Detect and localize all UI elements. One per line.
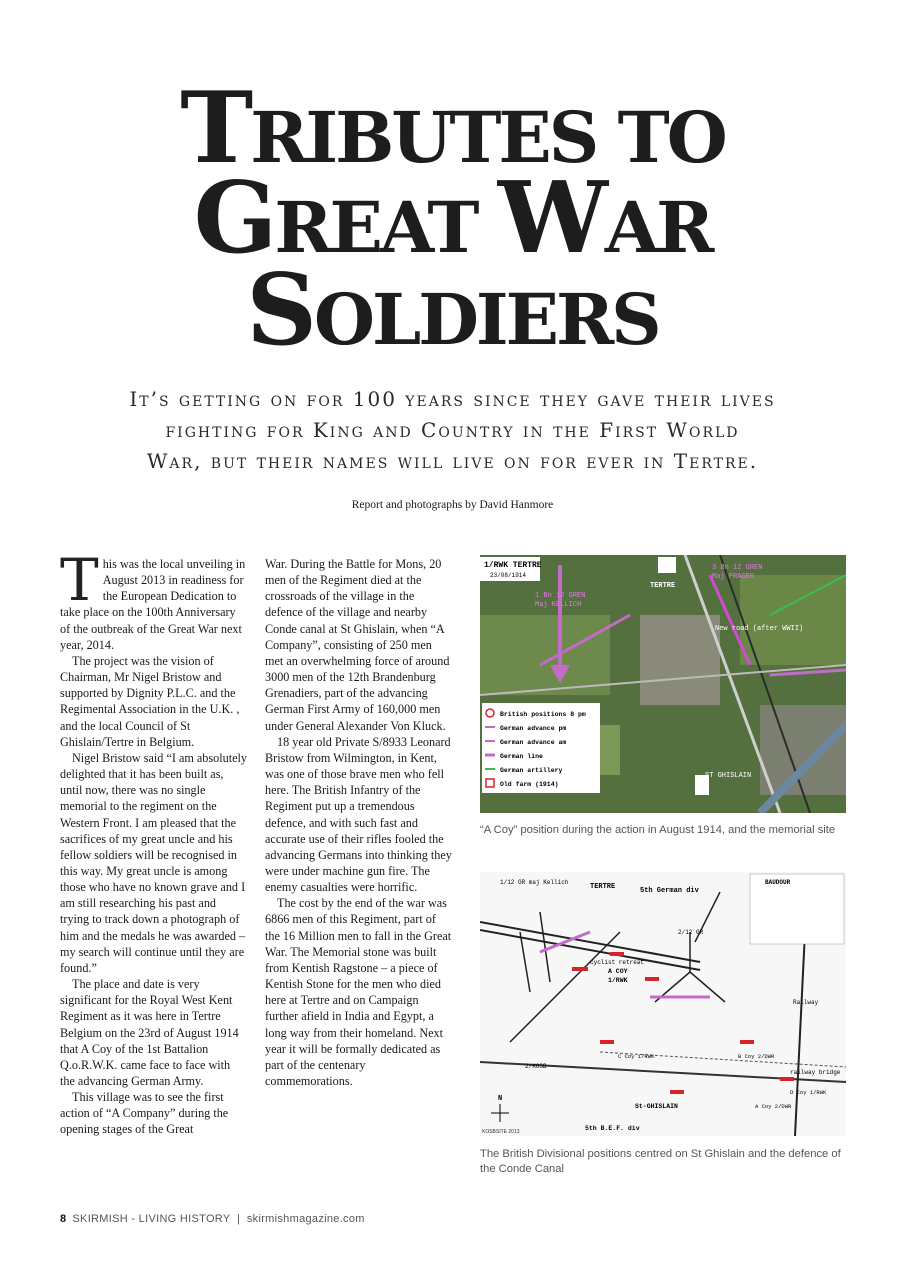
map-label-stghislain: ST GHISLAIN bbox=[705, 772, 752, 780]
map-label-tertre: TERTRE bbox=[650, 582, 676, 590]
paragraph: The project was the vision of Chairman, Mr Nigel Bristow and supported by Dignity P.L.C. and the Regimental Association in the U.K. , and the local Council of St Ghislain/Tertre in Belgium. bbox=[60, 653, 240, 749]
map-label-prager: Maj PRAGER bbox=[712, 573, 755, 581]
diagram-label-dcoy: D Coy 1/RWK bbox=[790, 1089, 827, 1096]
title-text: REAT bbox=[274, 186, 498, 269]
diagram-caption: The British Divisional positions centred on St Ghislain and the defence of the Conde Canal bbox=[480, 1148, 841, 1175]
legend-item: British positions 8 pm bbox=[500, 711, 586, 718]
standfirst-line: It’s getting on for 100 years since they gave their lives bbox=[129, 387, 776, 411]
map-label-bn12: 3 Bn 12 GREN bbox=[712, 564, 763, 572]
north-arrow bbox=[658, 557, 676, 573]
title-cap: G bbox=[193, 161, 275, 276]
diagram-label: 1/12 GR maj Kellich bbox=[500, 879, 569, 886]
title-line-2 bbox=[0, 161, 905, 276]
legend-item: German line bbox=[500, 753, 543, 760]
diagram-label-ccoy: C Coy 1/RWK bbox=[618, 1053, 655, 1060]
title-line-3 bbox=[0, 253, 905, 368]
diagram-label-rwk: 1/RWK bbox=[608, 977, 628, 984]
town-area bbox=[760, 705, 846, 795]
divisional-diagram bbox=[480, 872, 846, 1136]
diagram-credit: KOSBSITE 2013 bbox=[482, 1129, 520, 1135]
title-text: RIBUTES TO bbox=[250, 96, 725, 179]
map-label-kellich: Maj KELLICH bbox=[535, 601, 582, 609]
diagram-label-baudour: BAUDOUR bbox=[765, 879, 791, 886]
title-cap: S bbox=[246, 253, 315, 368]
map-date: 23/08/1914 bbox=[490, 572, 527, 579]
british-position bbox=[645, 977, 659, 981]
standfirst-line: fighting for King and Country in the First World bbox=[165, 418, 740, 442]
page-number: 8 bbox=[60, 1213, 67, 1225]
drop-cap: T bbox=[60, 546, 99, 614]
diagram-label-acoy: A COY bbox=[608, 968, 628, 975]
map-label-bn1: 1 Bn 12 GREN bbox=[535, 592, 586, 600]
paragraph: The cost by the end of the war was 6866 men of this Regiment, part of the 16 Million men to fall in the Great War. The Memorial stone was built from Kentish Ragstone – a piece of Kentish Stone for the men who died here at Tertre and on Campaign further afield in India and Egypt, a long way from their homeland. Next year it will be formally dedicated as part of the centenary commemorations. bbox=[265, 896, 452, 1088]
legend-item: Old farm (1914) bbox=[500, 781, 559, 788]
map-header: 1/RWK TERTRE bbox=[484, 561, 542, 570]
aerial-map-svg bbox=[480, 555, 846, 813]
diagram-label-5th-div: 5th German div bbox=[640, 887, 699, 895]
diagram-label-stghislain: St-GHISLAIN bbox=[635, 1103, 678, 1110]
field-patch bbox=[480, 615, 610, 695]
paragraph: 18 year old Private S/8933 Leonard Bristow from Wilmington, in Kent, was one of those brave men who fell here. The British Infantry of the Regiment put up a tremendous defence, and with such fast and accurate use of their rifles fooled the advancing Germans into thinking they were under machine gun fire. The enemy casualties were horrific. bbox=[265, 734, 452, 895]
footer-text: SKIRMISH - LIVING HISTORY | skirmishmagazine.com bbox=[72, 1213, 365, 1225]
british-position bbox=[572, 967, 588, 971]
village-area bbox=[640, 615, 720, 705]
british-position bbox=[780, 1077, 794, 1081]
aerial-map-photo bbox=[480, 555, 846, 813]
standfirst bbox=[40, 384, 865, 477]
diagram-svg bbox=[480, 872, 846, 1136]
photo-caption: “A Coy” position during the action in August 1914, and the memorial site bbox=[480, 824, 836, 836]
british-position bbox=[610, 952, 624, 956]
diagram-label-railway-bridge: railway bridge bbox=[790, 1069, 841, 1076]
legend-item: German advance pm bbox=[500, 725, 567, 732]
paragraph: Nigel Bristow said “I am absolutely delighted that it has been built as, until now, there was no single memorial to the regiment on the Western Front. I am pleased that the sacrifices of my great uncle and his fellow soldiers will be recognised in this way. My great uncle is among those who have no known grave and I am still researching his past and trying to track down a photograph of him and the medals he was awarded – my search will continue until they are found.” bbox=[60, 750, 247, 975]
title-cap: W bbox=[497, 161, 605, 276]
diagram-label-bcoy: B Coy 2/DWR bbox=[738, 1053, 775, 1060]
diagram-label-kosb: 2/KOSB bbox=[525, 1063, 547, 1070]
paragraph: his was the local unveiling in August 2013 in readiness for the European Dedication to take place on the 100th Anniversary of the outbreak of the Great War next year, 2014. bbox=[60, 557, 246, 652]
legend-item: German artillery bbox=[500, 767, 563, 774]
diagram-label-tertre: TERTRE bbox=[590, 883, 616, 891]
british-position bbox=[670, 1090, 684, 1094]
title-text: OLDIERS bbox=[314, 278, 659, 361]
article-column-2 bbox=[265, 556, 453, 1089]
diagram-label-cyclist: cyclist retreat bbox=[590, 959, 645, 966]
title-cap: T bbox=[180, 71, 251, 186]
diagram-label-bef: 5th B.E.F. div bbox=[585, 1125, 640, 1132]
page-footer bbox=[60, 1213, 365, 1225]
paragraph: War. During the Battle for Mons, 20 men of the Regiment died at the crossroads of the village in the defence of the village and nearby Conde canal at St Ghislain, when “A Company”, consisting of 250 men met an overwhelming force of around 3000 men of the 12th Brandenburg Grenadiers, part of the advancing German First Army of 160,000 men under General Alexander Von Kluck. bbox=[265, 557, 450, 733]
diagram-label-railway: Railway bbox=[793, 999, 819, 1006]
article-column-1 bbox=[60, 546, 248, 1138]
byline: Report and photographs by David Hanmore bbox=[351, 499, 554, 511]
title-text: AR bbox=[604, 186, 712, 269]
legend-item: German advance am bbox=[500, 739, 567, 746]
diagram-label-gr212: 2/12 GR bbox=[678, 929, 704, 936]
map-label-road: New road (after WWII) bbox=[715, 625, 804, 633]
title-line-1 bbox=[0, 71, 905, 186]
standfirst-line: War, but their names will live on for ever in Tertre. bbox=[146, 449, 759, 473]
compass-rose-icon: N bbox=[498, 1095, 503, 1103]
diagram-label-acoy2: A Coy 2/DWR bbox=[755, 1103, 792, 1110]
field-patch bbox=[740, 575, 846, 665]
british-position bbox=[600, 1040, 614, 1044]
paragraph: The place and date is very significant for the Royal West Kent Regiment as it was here in Tertre Belgium on the 23rd of August 1914 that A Coy of the 1st Battalion Q.o.R.W.K. came face to face with the advancing German Army. bbox=[60, 977, 239, 1088]
british-position bbox=[740, 1040, 754, 1044]
paragraph: This village was to see the first action of “A Company” during the opening stages of the Great bbox=[60, 1090, 229, 1137]
